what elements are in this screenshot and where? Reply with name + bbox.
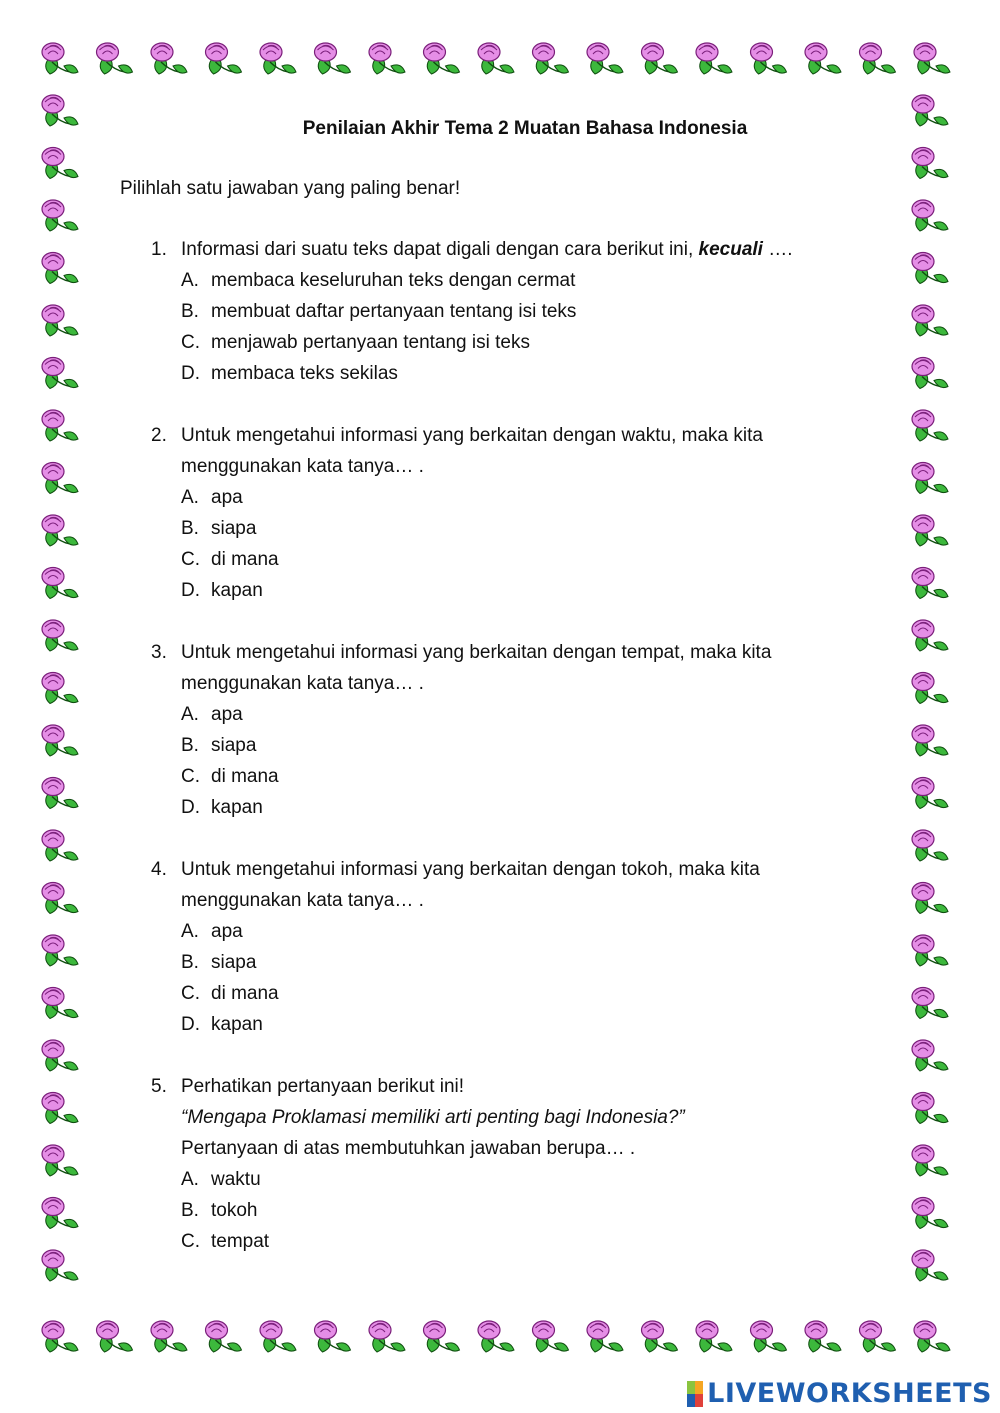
rose-icon	[42, 200, 78, 231]
option-letter: A.	[181, 1169, 199, 1190]
question-text-line-1: Untuk mengetahui informasi yang berkaitan dengan waktu, maka kita	[181, 425, 763, 446]
rose-icon	[912, 883, 948, 914]
option-letter: B.	[181, 1200, 199, 1221]
rose-icon	[42, 568, 78, 599]
option-text: siapa	[211, 518, 257, 539]
rose-icon	[42, 95, 78, 126]
option-c[interactable]	[181, 1226, 900, 1257]
option-a[interactable]	[181, 916, 900, 947]
question-text: Informasi dari suatu teks dapat digali dengan cara berikut ini, kecuali ….	[181, 239, 793, 260]
rose-icon	[315, 43, 351, 74]
rose-icon	[97, 43, 133, 74]
question-4	[120, 854, 900, 1040]
question-text-line-2: menggunakan kata tanya… .	[181, 456, 424, 477]
option-c[interactable]	[181, 544, 900, 575]
rose-icon	[912, 778, 948, 809]
rose-icon	[912, 463, 948, 494]
rose-icon	[914, 43, 950, 74]
option-text: kapan	[211, 580, 263, 601]
option-letter: A.	[181, 487, 199, 508]
rose-icon	[42, 463, 78, 494]
rose-icon	[533, 1321, 569, 1352]
rose-icon	[912, 830, 948, 861]
rose-icon	[97, 1321, 133, 1352]
rose-icon	[912, 620, 948, 651]
rose-icon	[751, 1321, 787, 1352]
option-text: apa	[211, 487, 243, 508]
option-a[interactable]	[181, 265, 900, 296]
option-letter: D.	[181, 580, 200, 601]
rose-icon	[478, 43, 514, 74]
option-text: tempat	[211, 1231, 270, 1252]
option-letter: A.	[181, 921, 199, 942]
brand-text: LIVEWORKSHEETS	[707, 1378, 992, 1409]
option-text: menjawab pertanyaan tentang isi teks	[211, 332, 530, 353]
rose-icon	[912, 305, 948, 336]
option-letter: D.	[181, 363, 200, 384]
option-d[interactable]	[181, 575, 900, 606]
rose-icon	[912, 673, 948, 704]
option-letter: C.	[181, 549, 200, 570]
rose-icon	[42, 1321, 78, 1352]
option-text: di mana	[211, 766, 279, 787]
rose-icon	[42, 515, 78, 546]
option-text: apa	[211, 921, 243, 942]
question-text-line-1: Perhatikan pertanyaan berikut ini!	[181, 1076, 465, 1097]
option-c[interactable]	[181, 327, 900, 358]
option-text: membaca teks sekilas	[211, 363, 398, 384]
option-text: waktu	[211, 1169, 261, 1190]
option-b[interactable]	[181, 730, 900, 761]
instruction-text: Pilihlah satu jawaban yang paling benar!	[120, 178, 461, 199]
liveworksheets-logo[interactable]	[687, 1378, 992, 1409]
option-b[interactable]	[181, 513, 900, 544]
rose-icon	[912, 988, 948, 1019]
question-number: 4.	[151, 859, 167, 880]
rose-icon	[478, 1321, 514, 1352]
rose-icon	[912, 410, 948, 441]
rose-icon	[42, 620, 78, 651]
rose-icon	[751, 43, 787, 74]
option-c[interactable]	[181, 761, 900, 792]
rose-icon	[914, 1321, 950, 1352]
question-number: 5.	[151, 1076, 167, 1097]
rose-icon	[912, 1198, 948, 1229]
option-b[interactable]	[181, 1195, 900, 1226]
option-c[interactable]	[181, 978, 900, 1009]
option-letter: C.	[181, 983, 200, 1004]
option-text: kapan	[211, 797, 263, 818]
rose-icon	[42, 43, 78, 74]
option-letter: D.	[181, 1014, 200, 1035]
rose-icon	[151, 43, 187, 74]
rose-icon	[42, 410, 78, 441]
question-number: 2.	[151, 425, 167, 446]
option-letter: A.	[181, 704, 199, 725]
rose-icon	[860, 1321, 896, 1352]
rose-icon	[260, 43, 296, 74]
rose-icon	[260, 1321, 296, 1352]
option-letter: B.	[181, 518, 199, 539]
rose-icon	[42, 305, 78, 336]
rose-icon	[42, 1198, 78, 1229]
question-2	[120, 420, 900, 606]
liveworksheets-icon	[687, 1381, 703, 1407]
rose-icon	[912, 935, 948, 966]
worksheet-body	[120, 118, 900, 1288]
question-prompt: Pertanyaan di atas membutuhkan jawaban berupa… .	[181, 1138, 636, 1159]
rose-icon	[42, 988, 78, 1019]
rose-icon	[912, 200, 948, 231]
option-letter: B.	[181, 952, 199, 973]
rose-icon	[151, 1321, 187, 1352]
rose-icon	[533, 43, 569, 74]
rose-icon	[424, 1321, 460, 1352]
rose-icon	[42, 1250, 78, 1281]
option-a[interactable]	[181, 699, 900, 730]
rose-icon	[912, 1250, 948, 1281]
option-letter: C.	[181, 1231, 200, 1252]
rose-icon	[42, 148, 78, 179]
rose-icon	[587, 43, 623, 74]
option-text: tokoh	[211, 1200, 258, 1221]
rose-icon	[912, 568, 948, 599]
rose-icon	[42, 883, 78, 914]
option-letter: B.	[181, 301, 199, 322]
rose-icon	[912, 253, 948, 284]
option-letter: C.	[181, 332, 200, 353]
rose-icon	[206, 43, 242, 74]
option-a[interactable]	[181, 482, 900, 513]
rose-icon	[912, 515, 948, 546]
option-d[interactable]	[181, 358, 900, 389]
rose-icon	[912, 1093, 948, 1124]
question-5	[120, 1071, 900, 1257]
option-text: apa	[211, 704, 243, 725]
question-text-line-2: menggunakan kata tanya… .	[181, 673, 424, 694]
rose-icon	[805, 43, 841, 74]
rose-icon	[42, 1093, 78, 1124]
rose-icon	[369, 1321, 405, 1352]
rose-icon	[912, 95, 948, 126]
option-text: membaca keseluruhan teks dengan cermat	[211, 270, 576, 291]
rose-icon	[42, 358, 78, 389]
rose-icon	[206, 1321, 242, 1352]
rose-icon	[912, 725, 948, 756]
rose-icon	[860, 43, 896, 74]
option-d[interactable]	[181, 792, 900, 823]
question-3	[120, 637, 900, 823]
question-text-line-2: menggunakan kata tanya… .	[181, 890, 424, 911]
rose-icon	[424, 43, 460, 74]
question-number: 3.	[151, 642, 167, 663]
question-number: 1.	[151, 239, 167, 260]
option-text: di mana	[211, 983, 279, 1004]
rose-icon	[805, 1321, 841, 1352]
rose-icon	[912, 148, 948, 179]
rose-icon	[642, 43, 678, 74]
rose-icon	[42, 1040, 78, 1071]
option-d[interactable]	[181, 1009, 900, 1040]
rose-icon	[315, 1321, 351, 1352]
option-text: membuat daftar pertanyaan tentang isi teks	[211, 301, 577, 322]
rose-icon	[42, 725, 78, 756]
question-text-line-1: Untuk mengetahui informasi yang berkaitan dengan tokoh, maka kita	[181, 859, 760, 880]
option-letter: D.	[181, 797, 200, 818]
rose-icon	[696, 43, 732, 74]
question-quote: “Mengapa Proklamasi memiliki arti penting bagi Indonesia?”	[181, 1107, 685, 1128]
option-text: siapa	[211, 735, 257, 756]
option-letter: C.	[181, 766, 200, 787]
rose-icon	[642, 1321, 678, 1352]
option-b[interactable]	[181, 947, 900, 978]
rose-icon	[587, 1321, 623, 1352]
rose-icon	[42, 1145, 78, 1176]
page-title: Penilaian Akhir Tema 2 Muatan Bahasa Indonesia	[302, 118, 748, 139]
rose-icon	[912, 358, 948, 389]
option-text: siapa	[211, 952, 257, 973]
rose-icon	[42, 778, 78, 809]
rose-icon	[696, 1321, 732, 1352]
question-text-line-1: Untuk mengetahui informasi yang berkaitan dengan tempat, maka kita	[181, 642, 772, 663]
option-text: di mana	[211, 549, 279, 570]
option-letter: B.	[181, 735, 199, 756]
emphasis-word: kecuali	[698, 239, 763, 260]
option-b[interactable]	[181, 296, 900, 327]
rose-icon	[912, 1040, 948, 1071]
option-text: kapan	[211, 1014, 263, 1035]
rose-icon	[912, 1145, 948, 1176]
question-1	[120, 234, 900, 389]
rose-icon	[42, 253, 78, 284]
rose-icon	[369, 43, 405, 74]
option-letter: A.	[181, 270, 199, 291]
rose-icon	[42, 673, 78, 704]
rose-icon	[42, 935, 78, 966]
option-a[interactable]	[181, 1164, 900, 1195]
rose-icon	[42, 830, 78, 861]
